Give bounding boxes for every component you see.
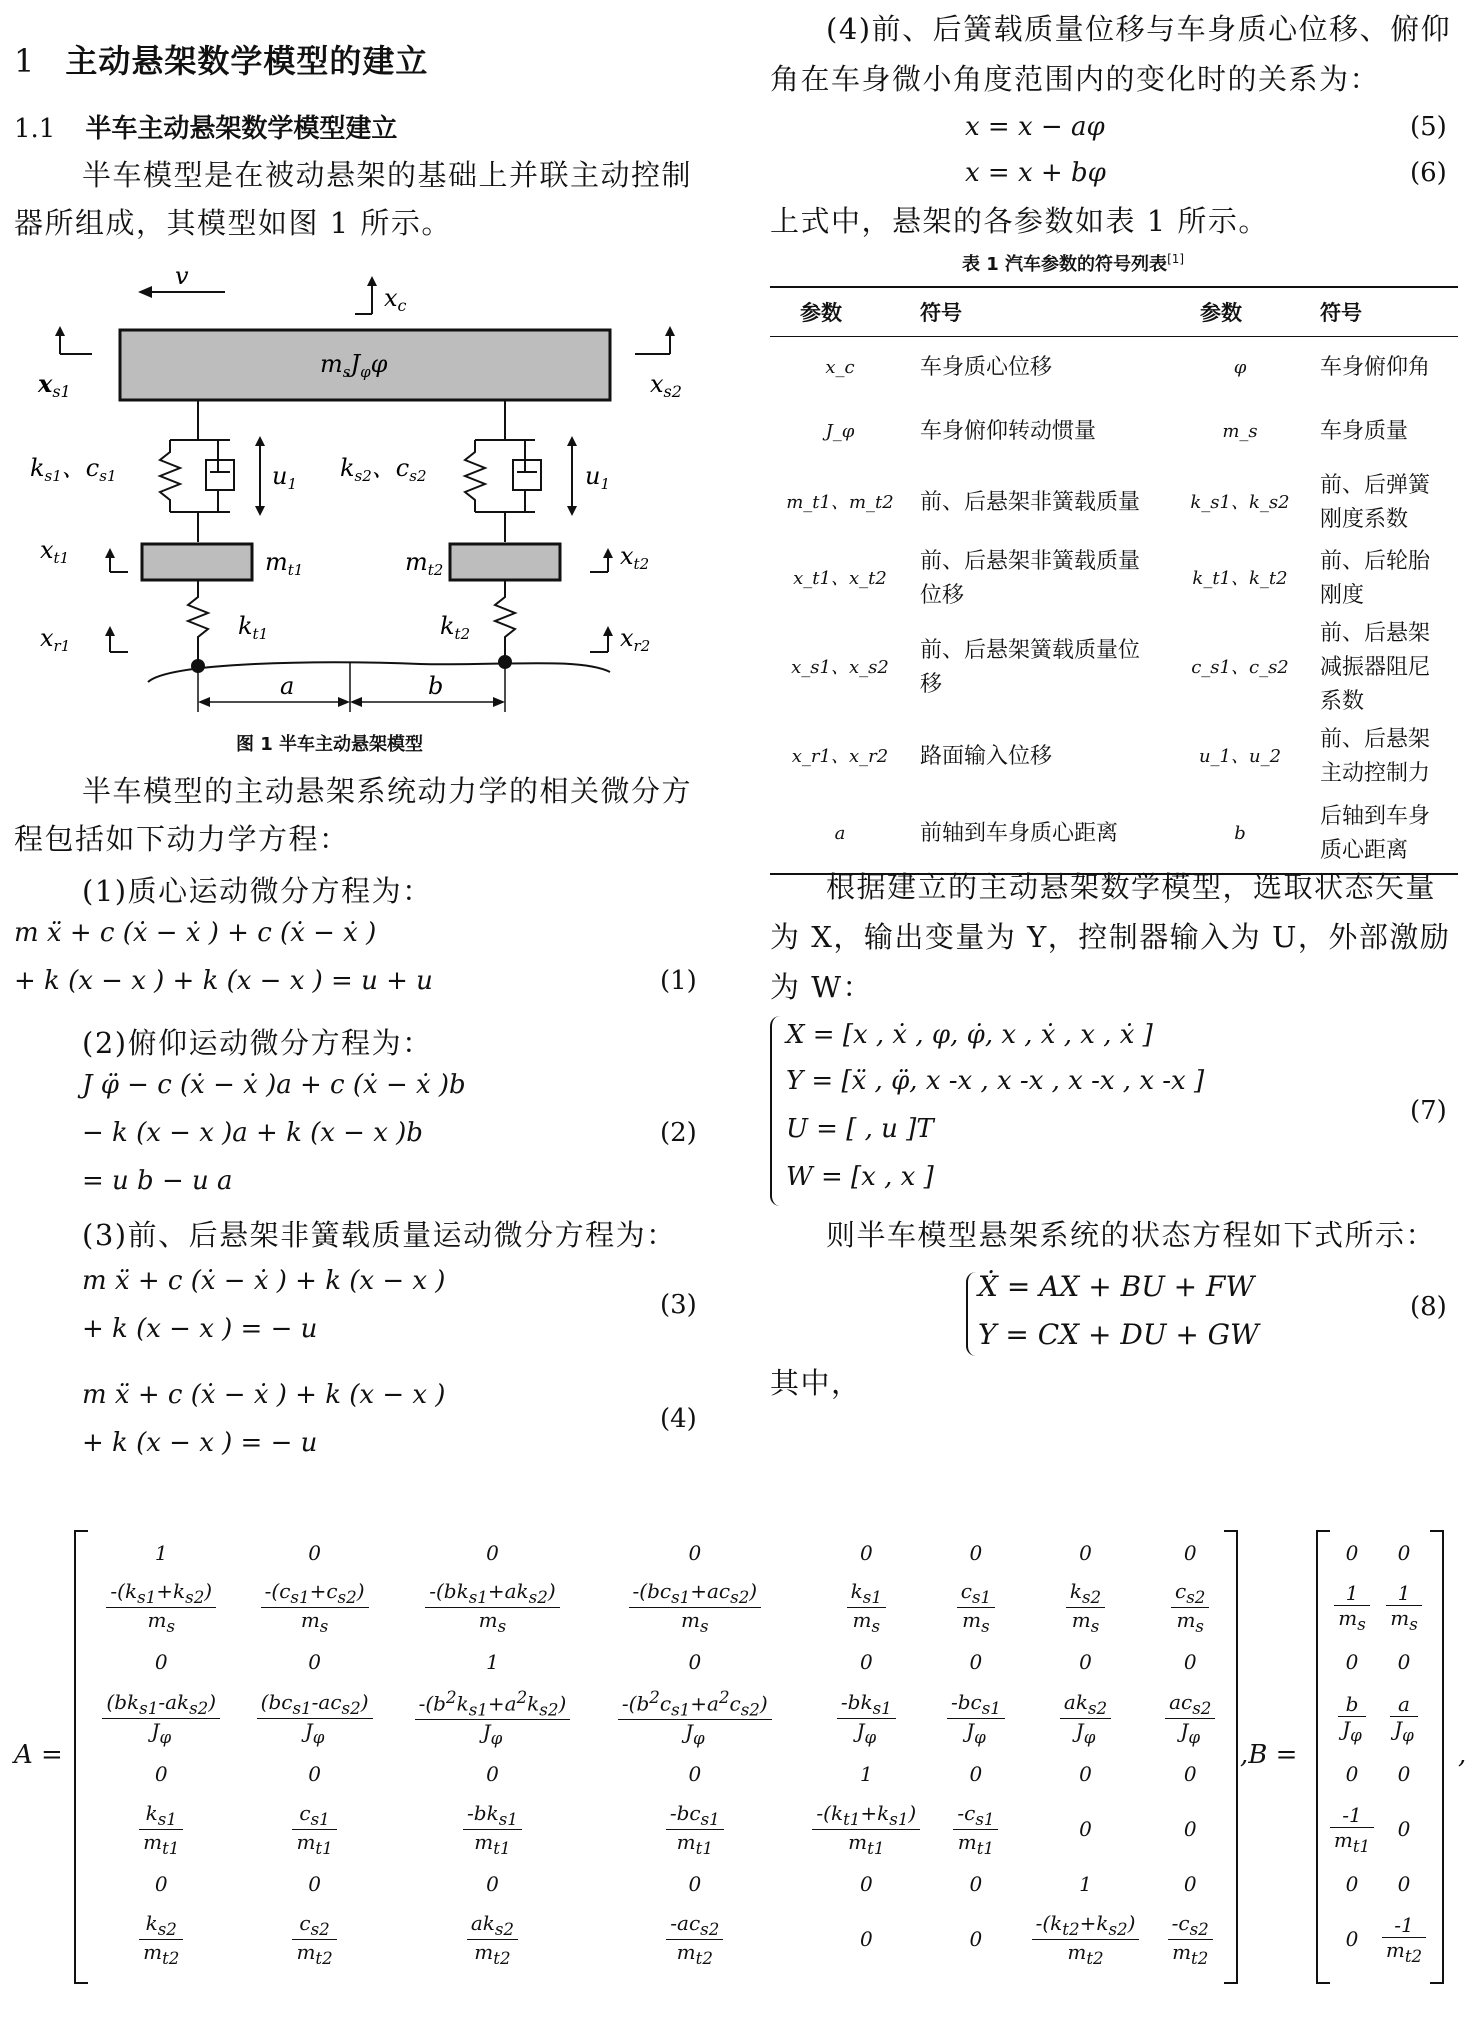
eq4-number: (4) <box>660 1404 697 1434</box>
th-param-2: 参数 <box>1200 301 1242 325</box>
label-b: b <box>428 672 444 700</box>
table-row: x_c 车身质心位移 φ 车身俯仰角 <box>825 354 1431 380</box>
matrix-b-right-bracket <box>1430 1530 1444 1984</box>
eq3-line1: m ẍ + c (ẋ − ẋ ) + k (x − x ) <box>82 1266 446 1296</box>
eq2-number: (2) <box>660 1118 697 1148</box>
eq5-number: (5) <box>1410 112 1447 142</box>
th-symbol-2: 符号 <box>1320 301 1362 325</box>
table-row: J_φ 车身俯仰转动惯量 m_s 车身质量 <box>825 418 1409 444</box>
table-row: x_r1、x_r2 路面输入位移 u_1、u_2 前、后悬架主动控制力 <box>791 726 1431 786</box>
matrix-b: 0 0 $\frac{1}{m_s}$ $\frac{1}{m_s}$ 0 0 $\frac{b}{J_\varphi}$ $\frac{a}{J_\varphi}$ 0 0 $\frac{-1}{m_{t1}}$ 0 0 0 0 $\frac{-1}{m_{t2}}$ <box>1326 1534 1430 1974</box>
dyn-intro-1: 半车模型的主动悬架系统动力学的相关微分方 <box>82 774 693 808</box>
table-row: x_t1、x_t2 前、后悬架非簧载质量位移 k_t1、k_t2 前、后轮胎刚度 <box>793 548 1431 608</box>
matrix-b-label: ,B = <box>1240 1740 1298 1770</box>
matrix-a-right-bracket <box>1224 1530 1238 1984</box>
label-xs2: $x_{s2}$ <box>650 370 682 401</box>
eq7-number: (7) <box>1410 1096 1447 1126</box>
eq8-brace <box>966 1272 976 1356</box>
eq3-number: (3) <box>660 1290 697 1320</box>
state-intro-3: 为 W： <box>770 970 874 1004</box>
table-row: m_t1、m_t2 前、后悬架非簧载质量 k_s1、k_s2 前、后弹簧刚度系数 <box>786 472 1431 532</box>
label-kt1: $k_{t1}$ <box>238 612 269 643</box>
th-param-1: 参数 <box>800 301 842 325</box>
eq2-line3: = u b − u a <box>82 1166 233 1196</box>
table-header-row <box>770 288 1458 337</box>
label-xr2: $x_{r2}$ <box>620 624 651 655</box>
matrix-a-label: A = <box>14 1740 63 1770</box>
eq7-brace <box>770 1016 780 1206</box>
eq7-line4: W = [x , x ] <box>786 1162 934 1192</box>
eq2-line1: J φ̈ − c (ẋ − ẋ )a + c (ẋ − ẋ )b <box>82 1070 466 1100</box>
eq1-line2: + k (x − x ) + k (x − x ) = u + u <box>14 966 433 996</box>
eq8-line2: Y = CX + DU + GW <box>978 1318 1259 1351</box>
figure-caption: 图 1 半车主动悬架模型 <box>236 734 424 755</box>
road-profile <box>148 662 610 682</box>
section-number: 1 <box>14 42 36 80</box>
label-a: a <box>280 672 295 700</box>
th-symbol-1: 符号 <box>920 301 962 325</box>
eq2-intro: (2)俯仰运动微分方程为： <box>82 1026 433 1060</box>
label-xt1: $x_{t1}$ <box>40 536 70 567</box>
eq7-line1: X = [x , ẋ , φ, φ̇, x , ẋ , x , ẋ ] <box>786 1020 1153 1050</box>
label-xc: $x_c$ <box>384 284 407 315</box>
parameter-table <box>770 286 1458 875</box>
label-body: $m_sJ_\varphi\varphi$ <box>320 350 388 381</box>
dyn-intro-2: 程包括如下动力学方程： <box>14 822 350 856</box>
label-v: v <box>175 262 189 290</box>
label-xs1: $x_{s1}$ <box>38 369 71 401</box>
rear-suspension <box>465 400 572 542</box>
front-unsprung-mass <box>142 544 252 580</box>
state-intro-1: 根据建立的主动悬架数学模型，选取状态矢量 <box>826 870 1437 904</box>
table-intro: 上式中，悬架的各参数如表 1 所示。 <box>770 204 1269 238</box>
intro-line-1: 半车模型是在被动悬架的基础上并联主动控制 <box>82 158 693 192</box>
state-eq-intro: 则半车模型悬架系统的状态方程如下式所示： <box>826 1218 1437 1252</box>
eq8-line1: Ẋ = AX + BU + FW <box>978 1270 1255 1303</box>
intro-line-2: 器所组成，其模型如图 1 所示。 <box>14 206 452 240</box>
eq1-intro: (1)质心运动微分方程为： <box>82 874 433 908</box>
label-ks1-cs1: $k_{s1}$、$c_{s1}$ <box>30 454 117 485</box>
section-heading <box>14 36 428 82</box>
table-caption: 表 1 汽车参数的符号列表[1] <box>962 252 1185 275</box>
label-xr1: $x_{r1}$ <box>40 624 71 655</box>
matrix-a: 1 0 0 0 0 0 0 0 $\frac{-(k_{s1}+k_{s2})}{m_s}$ $\frac{-(c_{s1}+c_{s2})}{m_s}$ $\frac{-(bk_{s1}+ak_{s2})}{m_s}$ $\frac{-(bc_{s1}+ac_{s2})}{m_s}$ $\frac{k_{s1}}{m_s}$ $\frac{c_{s1}}{m_s}$ $\frac{k_{s2}}{m_s}$ $\frac{c_{s2}}{m_s}$ 0 0 1 0 0 0 0 0 $\frac{(bk_{s1}-ak_{s2})}{J_\varphi}$ $\frac{(bc_{s1}-ac_{s2})}{J_\varphi}$ $\frac{-(b^2k_{s1}+a^2k_{s2})}{J_\varphi}$ $\frac{-(b^2c_{s1}+a^2c_{s2})}{J_\varphi}$ $\frac{-bk_{s1}}{J_\varphi}$ $\frac{-bc_{s1}}{J_\varphi}$ $\frac{ak_{s2}}{J_\varphi}$ $\frac{ac_{s2}}{J_\varphi}$ 0 0 0 0 1 0 0 0 $\frac{k_{s1}}{m_{t1}}$ $\frac{c_{s1}}{m_{t1}}$ $\frac{-bk_{s1}}{m_{t1}}$ $\frac{-bc_{s1}}{m_{t1}}$ $\frac{-(k_{t1}+k_{s1})}{m_{t1}}$ $\frac{-c_{s1}}{m_{t1}}$ 0 0 0 0 0 0 0 0 1 0 $\frac{k_{s2}}{m_{t2}}$ $\frac{c_{s2}}{m_{t2}}$ $\frac{ak_{s2}}{m_{t2}}$ $\frac{-ac_{s2}}{m_{t2}}$ 0 0 $\frac{-(k_{t2}+k_{s2})}{m_{t2}}$ $\frac{-c_{s2}}{m_{t2}}$ <box>84 1534 1224 1974</box>
eq3-intro: (3)前、后悬架非簧载质量运动微分方程为： <box>82 1218 677 1252</box>
right-intro-1: (4)前、后簧载质量位移与车身质心位移、俯仰 <box>826 12 1452 46</box>
table-row: a 前轴到车身质心距离 b 后轴到车身质心距离 <box>834 803 1431 863</box>
right-intro-2: 角在车身微小角度范围内的变化时的关系为： <box>770 62 1381 96</box>
label-kt2: $k_{t2}$ <box>440 612 471 643</box>
figure-half-car-model <box>20 262 720 742</box>
eq6: x = x + bφ <box>965 158 1106 188</box>
subsection-number: 1.1 <box>14 114 56 144</box>
eq7-line2: Y = [ẍ , φ̈, x -x , x -x , x -x , x -x ] <box>786 1066 1205 1096</box>
subsection-title: 半车主动悬架数学模型建立 <box>85 114 398 144</box>
table-row: x_s1、x_s2 前、后悬架簧载质量位移 c_s1、c_s2 前、后悬架减振器阻尼系数 <box>791 620 1431 714</box>
label-u1-rear: $u_1$ <box>585 462 611 493</box>
label-mt1: $m_{t1}$ <box>265 548 304 579</box>
eq5: x = x − aφ <box>965 112 1105 142</box>
eq4-line1: m ẍ + c (ẋ − ẋ ) + k (x − x ) <box>82 1380 446 1410</box>
eq6-number: (6) <box>1410 158 1447 188</box>
eq8-number: (8) <box>1410 1292 1447 1322</box>
eq3-line2: + k (x − x ) = − u <box>82 1314 318 1344</box>
label-xt2: $x_{t2}$ <box>620 542 650 573</box>
rear-unsprung-mass <box>450 544 560 580</box>
eq7-line3: U = [ , u ]T <box>786 1114 934 1144</box>
where-text: 其中， <box>770 1366 862 1400</box>
section-title: 主动悬架数学模型的建立 <box>65 42 429 80</box>
trailing-comma: , <box>1458 1740 1467 1770</box>
eq1-number: (1) <box>660 966 697 996</box>
state-intro-2: 为 X，输出变量为 Y，控制器输入为 U，外部激励 <box>770 920 1451 954</box>
eq2-line2: − k (x − x )a + k (x − x )b <box>82 1118 423 1148</box>
label-u1-front: $u_1$ <box>272 462 298 493</box>
front-suspension <box>160 400 260 542</box>
label-ks2-cs2: $k_{s2}$、$c_{s2}$ <box>340 454 427 485</box>
label-mt2: $m_{t2}$ <box>405 548 444 579</box>
eq1-line1: m ẍ + c (ẋ − ẋ ) + c (ẋ − ẋ ) <box>14 918 377 948</box>
subsection-heading <box>14 108 397 145</box>
eq4-line2: + k (x − x ) = − u <box>82 1428 318 1458</box>
